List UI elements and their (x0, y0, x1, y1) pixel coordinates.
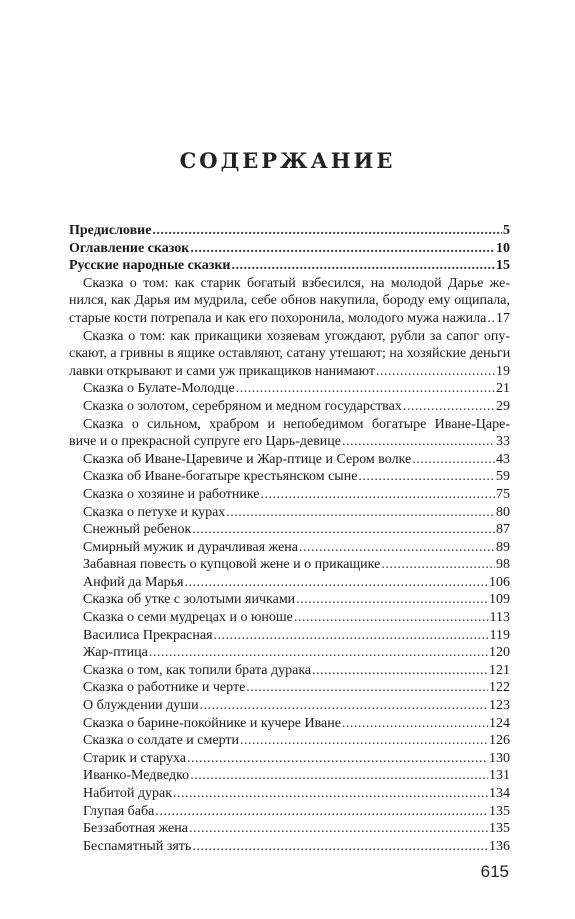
toc-entry (69, 662, 510, 680)
toc-entry (69, 591, 510, 609)
toc-entry (69, 715, 510, 733)
dot-leader (214, 627, 489, 645)
toc-entry-title: Беспамятный зять (83, 838, 192, 854)
dot-leader (312, 662, 488, 680)
dot-leader (246, 679, 488, 697)
toc-entry-title: старые кости потрепала и как его похоронила, молодого мужа нажила (69, 310, 487, 326)
toc-entry (69, 398, 510, 416)
toc-entry (69, 275, 510, 328)
toc-page-number: 19 (496, 363, 510, 379)
dot-leader (231, 257, 495, 275)
dot-leader (294, 609, 489, 627)
toc-page-number: 17 (496, 310, 510, 326)
page-title: СОДЕРЖАНИЕ (179, 148, 396, 173)
toc-entry-title: виче и о прекрасной супруге его Царь-девице (69, 434, 342, 450)
dot-leader (192, 521, 495, 539)
toc-entry (69, 803, 510, 821)
toc-entry (69, 539, 510, 557)
dot-leader (184, 574, 488, 592)
dot-leader (261, 486, 495, 504)
toc-section (69, 222, 510, 240)
dot-leader (192, 838, 488, 856)
toc-entry-title: Беззаботная жена (83, 821, 188, 837)
toc-page-number: 21 (496, 381, 510, 397)
toc-entry-title: Оглавление сказок (69, 240, 190, 256)
toc-entry-title: Сказка о барине-покойнике и кучере Иване (83, 715, 341, 731)
toc-entry (69, 328, 510, 381)
toc-entry-title: Жар-птица (83, 645, 148, 661)
toc-entry (69, 679, 510, 697)
toc-entry-title: О блуждении души (83, 698, 199, 714)
toc-entry-title: Сказка о хозяине и работнике (83, 486, 260, 502)
dot-leader (155, 803, 488, 821)
dot-leader (487, 310, 495, 328)
toc-entry-title: Сказка о Булате-Молодце (83, 381, 235, 397)
toc-page-number: 87 (496, 522, 510, 538)
toc-section (69, 240, 510, 258)
toc-entry-title: Набитой дурак (83, 786, 173, 801)
dot-leader (152, 222, 502, 240)
toc-page-number: 109 (489, 592, 510, 608)
toc-entry-title: Снежный ребенок (83, 522, 192, 538)
toc-entry-title: Сказка о работнике и черте (83, 680, 246, 696)
toc-entry-line: Сказка о сильном, храбром и непобедимом богатыре Иване-Царе- (83, 416, 510, 432)
toc-page-number: 135 (489, 803, 510, 819)
toc-entry-title: Василиса Прекрасная (83, 627, 213, 643)
toc-entry-last-line (69, 310, 510, 328)
toc-page-number: 126 (489, 733, 510, 749)
toc-entry-title: Сказка о семи мудрецах и о юноше (83, 610, 293, 626)
toc-entry (69, 767, 510, 785)
toc-section (69, 257, 510, 275)
dot-leader (381, 556, 495, 574)
toc-entry (69, 380, 510, 398)
dot-leader (200, 697, 488, 715)
toc-entry-title: Русские народные сказки (69, 258, 231, 274)
toc-entry-last-line (69, 363, 510, 381)
toc-page-number: 113 (489, 610, 510, 626)
dot-leader (190, 240, 495, 258)
dot-leader (342, 715, 488, 733)
toc-entry-title: Иванко-Медведко (83, 768, 190, 784)
toc-entry (69, 627, 510, 645)
toc-page-number: 98 (496, 557, 510, 573)
toc-entry (69, 451, 510, 469)
toc-page-number: 124 (489, 715, 510, 731)
toc-page-number: 15 (496, 258, 510, 274)
dot-leader (187, 750, 488, 768)
toc-entry-title: Сказка о солдате и смерти (83, 733, 240, 749)
toc-entry (69, 644, 510, 662)
toc-page-number: 10 (496, 240, 510, 256)
toc-page-number: 130 (489, 750, 510, 766)
toc-page-number: 120 (489, 645, 510, 661)
toc-entry-title: Старик и старуха (83, 750, 187, 766)
toc-entry-title: Сказка об Иване-богатыре крестьянском сыне (83, 469, 358, 485)
dot-leader (190, 767, 488, 785)
toc-page-number: 122 (489, 680, 510, 696)
toc-entry-title: Забавная повесть о купцовой жене и о прикащике (83, 557, 381, 573)
toc-entry-title: Сказка о петухе и курах (83, 504, 226, 520)
toc-entry-title: Сказка о золотом, серебряном и медном государствах (83, 398, 402, 414)
toc-page-number: 123 (489, 698, 510, 714)
toc-page-number: 29 (496, 398, 510, 414)
dot-leader (149, 644, 488, 662)
toc-entry (69, 468, 510, 486)
toc-page-number: 5 (503, 223, 510, 238)
toc-entry (69, 838, 510, 856)
dot-leader (189, 820, 488, 838)
toc-page-number: 136 (489, 838, 510, 854)
dot-leader (226, 504, 495, 522)
toc-page-number: 134 (489, 786, 510, 801)
toc-page-number: 119 (489, 627, 510, 643)
dot-leader (376, 363, 495, 381)
toc-entry-title: Сказка о том, как топили брата дурака (83, 662, 312, 678)
toc-entry (69, 504, 510, 522)
toc-page-number: 131 (489, 768, 510, 784)
toc-entry-title: Глупая баба (83, 803, 155, 819)
toc-entry-line: нился, как Дарья им мудрила, себе обнов накупила, бороду ему ощипала, (69, 293, 510, 309)
toc-entry-line: Сказка о том: как старик богатый взбесился, на молодой Дарье же- (83, 275, 510, 291)
dot-leader (240, 732, 488, 750)
dot-leader (358, 468, 495, 486)
toc-entry-line: Сказка о том: как прикащики хозяевам угождают, рубли за сапог опу- (83, 328, 510, 344)
toc-entry (69, 574, 510, 592)
toc-entry (69, 486, 510, 504)
toc-entry-last-line (69, 433, 510, 451)
toc-page-number: 33 (496, 434, 510, 450)
toc-entry-title: Сказка об Иване-Царевиче и Жар-птице и Сером волке (83, 451, 412, 467)
toc-entry (69, 732, 510, 750)
toc-entry (69, 820, 510, 838)
toc-entry-title: Предисловие (69, 223, 152, 238)
toc-entry (69, 785, 510, 803)
table-of-contents (69, 222, 510, 855)
dot-leader (173, 785, 488, 803)
dot-leader (236, 380, 495, 398)
toc-entry (69, 697, 510, 715)
toc-entry-title: Анфий да Марья (83, 574, 184, 590)
toc-page-number: 43 (496, 451, 510, 467)
toc-page-number: 89 (496, 539, 510, 555)
toc-entry-title: Смирный мужик и дурачливая жена (83, 539, 298, 555)
toc-page-number: 121 (489, 662, 510, 678)
dot-leader (403, 398, 495, 416)
page-number: 615 (480, 862, 509, 881)
toc-entry-title: лавки открывают и сами уж прикащиков нанимают (69, 363, 376, 379)
toc-entry (69, 416, 510, 451)
toc-entry (69, 609, 510, 627)
toc-page-number: 80 (496, 504, 510, 520)
toc-page-number: 75 (496, 486, 510, 502)
dot-leader (412, 451, 495, 469)
toc-page-number: 106 (489, 574, 510, 590)
toc-entry (69, 750, 510, 768)
dot-leader (296, 591, 488, 609)
toc-entry-line: скают, а гривны в ящике оставляют, сатану утешают; на хозяйские деньги (69, 346, 511, 362)
toc-page-number: 59 (496, 469, 510, 485)
dot-leader (342, 433, 495, 451)
toc-entry (69, 521, 510, 539)
toc-entry-title: Сказка об утке с золотыми яичками (83, 592, 296, 608)
toc-page-number: 135 (489, 821, 510, 837)
toc-entry (69, 556, 510, 574)
dot-leader (299, 539, 495, 557)
